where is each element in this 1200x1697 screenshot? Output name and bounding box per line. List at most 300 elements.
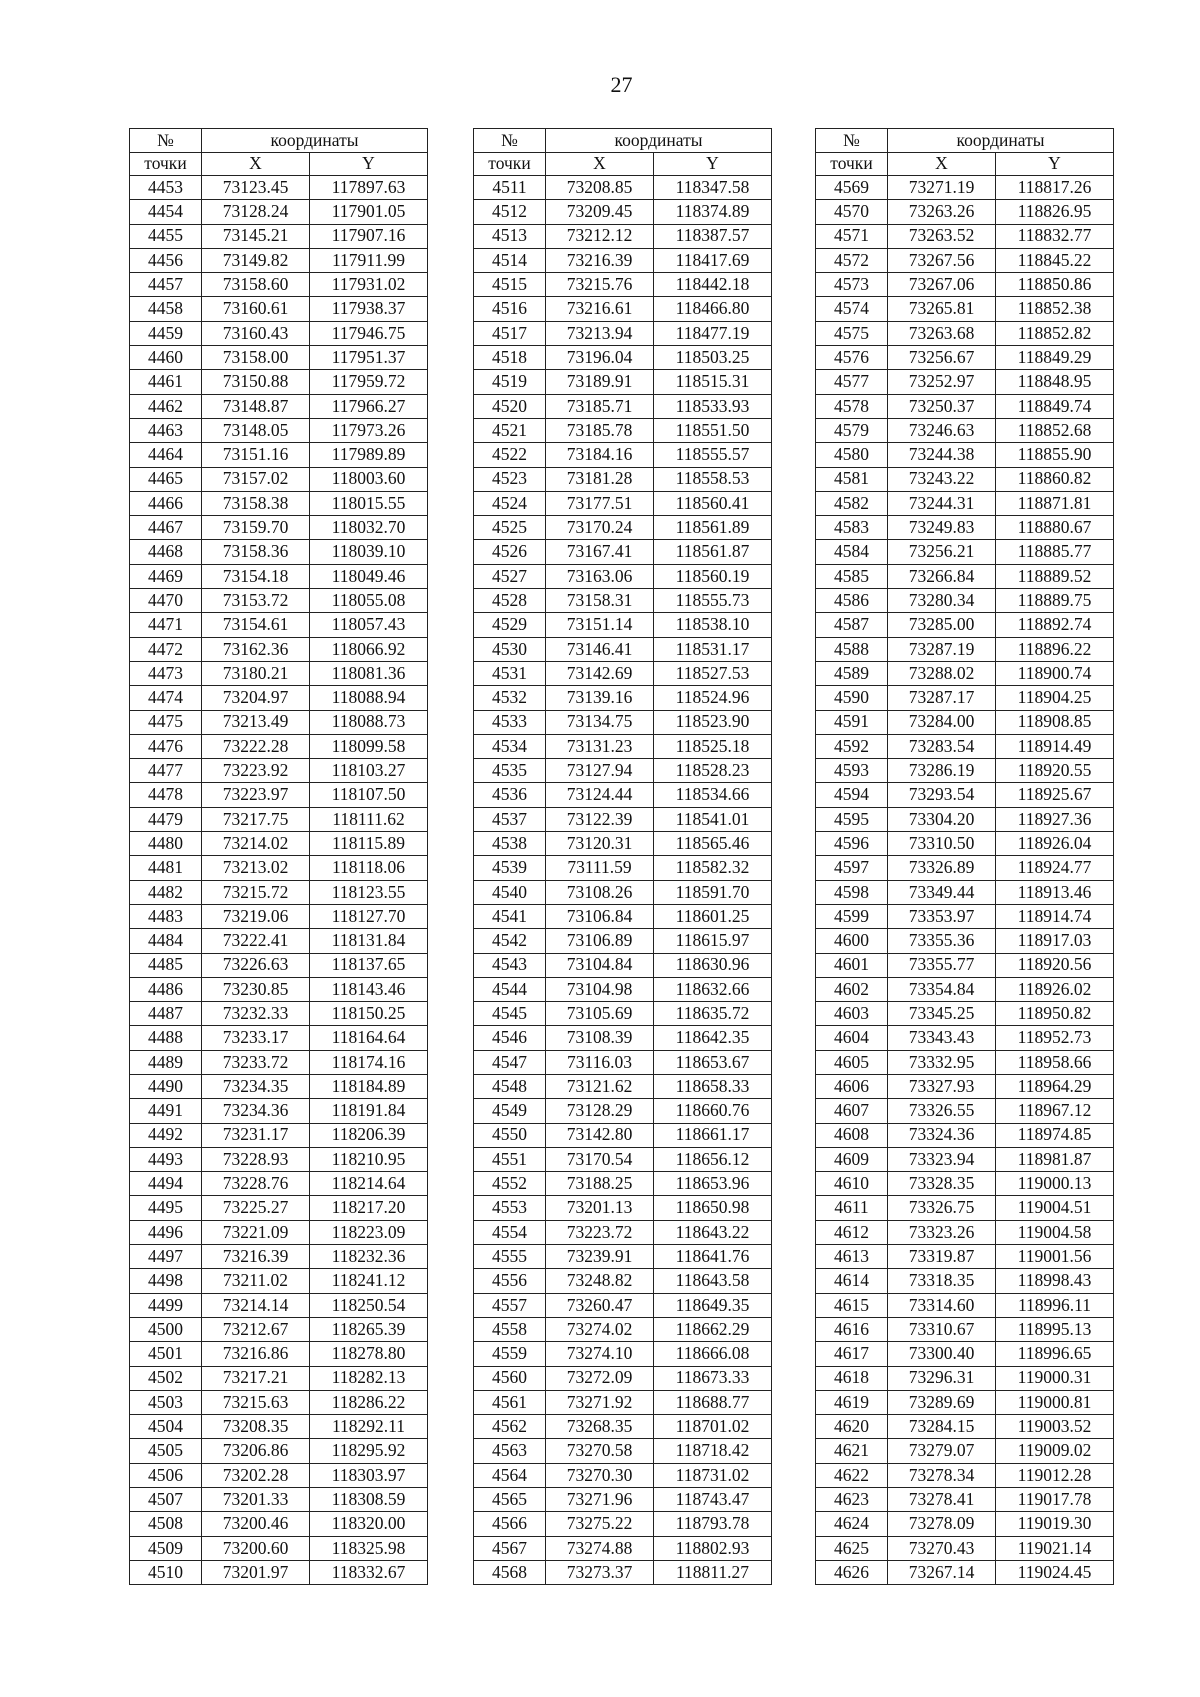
table-row: [816, 224, 1114, 248]
point-number-cell: 4506: [130, 1463, 202, 1487]
x-coordinate-cell: 73328.35: [888, 1172, 996, 1196]
table-row: [474, 1123, 772, 1147]
header-number-sign: №: [130, 129, 202, 153]
y-coordinate-cell: 118099.58: [310, 734, 428, 758]
table-row: [130, 613, 428, 637]
point-number-cell: 4571: [816, 224, 888, 248]
table-row: [816, 710, 1114, 734]
y-coordinate-cell: 119001.56: [996, 1245, 1114, 1269]
x-coordinate-cell: 73163.06: [546, 564, 654, 588]
y-coordinate-cell: 118232.36: [310, 1245, 428, 1269]
y-coordinate-cell: 118849.29: [996, 346, 1114, 370]
table-row: [130, 516, 428, 540]
table-row: [130, 248, 428, 272]
table-row: [474, 1026, 772, 1050]
x-coordinate-cell: 73324.36: [888, 1123, 996, 1147]
table-row: [130, 1269, 428, 1293]
x-coordinate-cell: 73151.14: [546, 613, 654, 637]
y-coordinate-cell: 117966.27: [310, 394, 428, 418]
x-coordinate-cell: 73127.94: [546, 759, 654, 783]
point-number-cell: 4484: [130, 929, 202, 953]
x-coordinate-cell: 73167.41: [546, 540, 654, 564]
point-number-cell: 4455: [130, 224, 202, 248]
point-number-cell: 4626: [816, 1560, 888, 1584]
point-number-cell: 4523: [474, 467, 546, 491]
point-number-cell: 4525: [474, 516, 546, 540]
table-row: [474, 273, 772, 297]
table-row: [130, 1512, 428, 1536]
x-coordinate-cell: 73170.24: [546, 516, 654, 540]
table-row: [816, 418, 1114, 442]
y-coordinate-cell: 118635.72: [654, 1002, 772, 1026]
x-coordinate-cell: 73228.76: [202, 1172, 310, 1196]
y-coordinate-cell: 119019.30: [996, 1512, 1114, 1536]
y-coordinate-cell: 118996.11: [996, 1293, 1114, 1317]
point-number-cell: 4520: [474, 394, 546, 418]
point-number-cell: 4558: [474, 1317, 546, 1341]
point-number-cell: 4459: [130, 321, 202, 345]
table-row: [816, 1390, 1114, 1414]
x-coordinate-cell: 73153.72: [202, 589, 310, 613]
table-row: [130, 734, 428, 758]
header-point: точки: [816, 152, 888, 176]
table-row: [816, 856, 1114, 880]
x-coordinate-cell: 73158.60: [202, 273, 310, 297]
x-coordinate-cell: 73263.26: [888, 200, 996, 224]
point-number-cell: 4496: [130, 1220, 202, 1244]
y-coordinate-cell: 118917.03: [996, 929, 1114, 953]
x-coordinate-cell: 73106.84: [546, 904, 654, 928]
table-row: [474, 1099, 772, 1123]
point-number-cell: 4512: [474, 200, 546, 224]
x-coordinate-cell: 73146.41: [546, 637, 654, 661]
point-number-cell: 4575: [816, 321, 888, 345]
table-row: [474, 1390, 772, 1414]
table-row: [816, 1026, 1114, 1050]
table-row: [816, 564, 1114, 588]
table-row: [130, 346, 428, 370]
y-coordinate-cell: 118565.46: [654, 832, 772, 856]
y-coordinate-cell: 118191.84: [310, 1099, 428, 1123]
table-row: [816, 1002, 1114, 1026]
y-coordinate-cell: 118123.55: [310, 880, 428, 904]
x-coordinate-cell: 73271.19: [888, 176, 996, 200]
table-row: [816, 953, 1114, 977]
y-coordinate-cell: 117897.63: [310, 176, 428, 200]
point-number-cell: 4625: [816, 1536, 888, 1560]
table-row: [130, 1050, 428, 1074]
x-coordinate-cell: 73185.71: [546, 394, 654, 418]
x-coordinate-cell: 73231.17: [202, 1123, 310, 1147]
y-coordinate-cell: 118661.17: [654, 1123, 772, 1147]
point-number-cell: 4548: [474, 1074, 546, 1098]
x-coordinate-cell: 73204.97: [202, 686, 310, 710]
table-row: [474, 297, 772, 321]
table-row: [130, 1439, 428, 1463]
x-coordinate-cell: 73293.54: [888, 783, 996, 807]
x-coordinate-cell: 73104.84: [546, 953, 654, 977]
x-coordinate-cell: 73215.72: [202, 880, 310, 904]
x-coordinate-cell: 73278.09: [888, 1512, 996, 1536]
x-coordinate-cell: 73283.54: [888, 734, 996, 758]
table-row: [474, 418, 772, 442]
table-row: [816, 1074, 1114, 1098]
y-coordinate-cell: 117973.26: [310, 418, 428, 442]
x-coordinate-cell: 73214.14: [202, 1293, 310, 1317]
table-row: [816, 661, 1114, 685]
y-coordinate-cell: 118630.96: [654, 953, 772, 977]
point-number-cell: 4601: [816, 953, 888, 977]
y-coordinate-cell: 118889.52: [996, 564, 1114, 588]
point-number-cell: 4598: [816, 880, 888, 904]
x-coordinate-cell: 73233.72: [202, 1050, 310, 1074]
table-row: [130, 783, 428, 807]
point-number-cell: 4587: [816, 613, 888, 637]
x-coordinate-cell: 73323.94: [888, 1147, 996, 1171]
x-coordinate-cell: 73326.89: [888, 856, 996, 880]
y-coordinate-cell: 118466.80: [654, 297, 772, 321]
point-number-cell: 4603: [816, 1002, 888, 1026]
y-coordinate-cell: 118658.33: [654, 1074, 772, 1098]
point-number-cell: 4487: [130, 1002, 202, 1026]
point-number-cell: 4613: [816, 1245, 888, 1269]
point-number-cell: 4453: [130, 176, 202, 200]
point-number-cell: 4535: [474, 759, 546, 783]
y-coordinate-cell: 118914.74: [996, 904, 1114, 928]
header-x: X: [202, 152, 310, 176]
x-coordinate-cell: 73246.63: [888, 418, 996, 442]
table-row: [474, 929, 772, 953]
point-number-cell: 4602: [816, 977, 888, 1001]
point-number-cell: 4495: [130, 1196, 202, 1220]
table-row: [130, 321, 428, 345]
table-row: [130, 686, 428, 710]
y-coordinate-cell: 118643.22: [654, 1220, 772, 1244]
point-number-cell: 4473: [130, 661, 202, 685]
y-coordinate-cell: 118981.87: [996, 1147, 1114, 1171]
y-coordinate-cell: 118998.43: [996, 1269, 1114, 1293]
point-number-cell: 4536: [474, 783, 546, 807]
y-coordinate-cell: 118032.70: [310, 516, 428, 540]
table-row: [474, 540, 772, 564]
x-coordinate-cell: 73345.25: [888, 1002, 996, 1026]
point-number-cell: 4588: [816, 637, 888, 661]
point-number-cell: 4528: [474, 589, 546, 613]
table-row: [474, 467, 772, 491]
y-coordinate-cell: 118131.84: [310, 929, 428, 953]
table-row: [474, 1002, 772, 1026]
point-number-cell: 4489: [130, 1050, 202, 1074]
point-number-cell: 4469: [130, 564, 202, 588]
table-row: [816, 540, 1114, 564]
coordinates-table-3: [815, 128, 1114, 1585]
table-row: [130, 200, 428, 224]
y-coordinate-cell: 118528.23: [654, 759, 772, 783]
table-row: [130, 856, 428, 880]
y-coordinate-cell: 118832.77: [996, 224, 1114, 248]
table-row: [130, 807, 428, 831]
x-coordinate-cell: 73216.61: [546, 297, 654, 321]
point-number-cell: 4609: [816, 1147, 888, 1171]
table-row: [130, 759, 428, 783]
point-number-cell: 4574: [816, 297, 888, 321]
point-number-cell: 4577: [816, 370, 888, 394]
table-row: [816, 880, 1114, 904]
point-number-cell: 4526: [474, 540, 546, 564]
point-number-cell: 4563: [474, 1439, 546, 1463]
point-number-cell: 4514: [474, 248, 546, 272]
y-coordinate-cell: 119004.51: [996, 1196, 1114, 1220]
x-coordinate-cell: 73188.25: [546, 1172, 654, 1196]
x-coordinate-cell: 73285.00: [888, 613, 996, 637]
y-coordinate-cell: 118920.55: [996, 759, 1114, 783]
header-x: X: [546, 152, 654, 176]
point-number-cell: 4573: [816, 273, 888, 297]
point-number-cell: 4500: [130, 1317, 202, 1341]
y-coordinate-cell: 118889.75: [996, 589, 1114, 613]
point-number-cell: 4454: [130, 200, 202, 224]
x-coordinate-cell: 73120.31: [546, 832, 654, 856]
y-coordinate-cell: 118925.67: [996, 783, 1114, 807]
x-coordinate-cell: 73249.83: [888, 516, 996, 540]
point-number-cell: 4608: [816, 1123, 888, 1147]
x-coordinate-cell: 73148.87: [202, 394, 310, 418]
point-number-cell: 4552: [474, 1172, 546, 1196]
point-number-cell: 4509: [130, 1536, 202, 1560]
y-coordinate-cell: 118632.66: [654, 977, 772, 1001]
x-coordinate-cell: 73270.30: [546, 1463, 654, 1487]
table-row: [130, 273, 428, 297]
x-coordinate-cell: 73288.02: [888, 661, 996, 685]
table-row: [474, 1196, 772, 1220]
x-coordinate-cell: 73256.21: [888, 540, 996, 564]
table-row: [130, 224, 428, 248]
table-body: [130, 176, 428, 1585]
table-row: [474, 1269, 772, 1293]
coordinates-table-1: [129, 128, 428, 1585]
header-coordinates: координаты: [888, 129, 1114, 153]
point-number-cell: 4485: [130, 953, 202, 977]
y-coordinate-cell: 118967.12: [996, 1099, 1114, 1123]
x-coordinate-cell: 73201.33: [202, 1488, 310, 1512]
y-coordinate-cell: 118802.93: [654, 1536, 772, 1560]
header-coordinates: координаты: [546, 129, 772, 153]
x-coordinate-cell: 73149.82: [202, 248, 310, 272]
table-row: [130, 589, 428, 613]
y-coordinate-cell: 119004.58: [996, 1220, 1114, 1244]
x-coordinate-cell: 73268.35: [546, 1415, 654, 1439]
x-coordinate-cell: 73206.86: [202, 1439, 310, 1463]
point-number-cell: 4467: [130, 516, 202, 540]
x-coordinate-cell: 73273.37: [546, 1560, 654, 1584]
point-number-cell: 4591: [816, 710, 888, 734]
x-coordinate-cell: 73215.63: [202, 1390, 310, 1414]
table-row: [474, 661, 772, 685]
y-coordinate-cell: 118852.82: [996, 321, 1114, 345]
point-number-cell: 4468: [130, 540, 202, 564]
table-row: [130, 1342, 428, 1366]
point-number-cell: 4502: [130, 1366, 202, 1390]
x-coordinate-cell: 73274.10: [546, 1342, 654, 1366]
x-coordinate-cell: 73104.98: [546, 977, 654, 1001]
x-coordinate-cell: 73265.81: [888, 297, 996, 321]
point-number-cell: 4542: [474, 929, 546, 953]
x-coordinate-cell: 73212.67: [202, 1317, 310, 1341]
table-row: [474, 394, 772, 418]
table-row: [816, 637, 1114, 661]
table-row: [816, 1293, 1114, 1317]
x-coordinate-cell: 73158.38: [202, 491, 310, 515]
table-row: [130, 1002, 428, 1026]
y-coordinate-cell: 118900.74: [996, 661, 1114, 685]
point-number-cell: 4612: [816, 1220, 888, 1244]
x-coordinate-cell: 73318.35: [888, 1269, 996, 1293]
x-coordinate-cell: 73217.21: [202, 1366, 310, 1390]
point-number-cell: 4505: [130, 1439, 202, 1463]
y-coordinate-cell: 118278.80: [310, 1342, 428, 1366]
x-coordinate-cell: 73355.36: [888, 929, 996, 953]
x-coordinate-cell: 73145.21: [202, 224, 310, 248]
point-number-cell: 4507: [130, 1488, 202, 1512]
table-row: [474, 321, 772, 345]
x-coordinate-cell: 73234.36: [202, 1099, 310, 1123]
table-row: [130, 1390, 428, 1414]
table-row: [130, 1220, 428, 1244]
table-row: [130, 1560, 428, 1584]
point-number-cell: 4578: [816, 394, 888, 418]
y-coordinate-cell: 118332.67: [310, 1560, 428, 1584]
table-row: [474, 224, 772, 248]
x-coordinate-cell: 73244.31: [888, 491, 996, 515]
y-coordinate-cell: 118214.64: [310, 1172, 428, 1196]
x-coordinate-cell: 73202.28: [202, 1463, 310, 1487]
point-number-cell: 4538: [474, 832, 546, 856]
point-number-cell: 4541: [474, 904, 546, 928]
x-coordinate-cell: 73209.45: [546, 200, 654, 224]
point-number-cell: 4524: [474, 491, 546, 515]
table-row: [474, 953, 772, 977]
y-coordinate-cell: 118295.92: [310, 1439, 428, 1463]
y-coordinate-cell: 118927.36: [996, 807, 1114, 831]
point-number-cell: 4530: [474, 637, 546, 661]
y-coordinate-cell: 118015.55: [310, 491, 428, 515]
table-row: [816, 273, 1114, 297]
point-number-cell: 4543: [474, 953, 546, 977]
y-coordinate-cell: 118817.26: [996, 176, 1114, 200]
table-row: [816, 832, 1114, 856]
x-coordinate-cell: 73200.46: [202, 1512, 310, 1536]
y-coordinate-cell: 118649.35: [654, 1293, 772, 1317]
x-coordinate-cell: 73128.29: [546, 1099, 654, 1123]
x-coordinate-cell: 73272.09: [546, 1366, 654, 1390]
table-row: [130, 953, 428, 977]
point-number-cell: 4568: [474, 1560, 546, 1584]
x-coordinate-cell: 73154.18: [202, 564, 310, 588]
table-row: [474, 856, 772, 880]
y-coordinate-cell: 117946.75: [310, 321, 428, 345]
point-number-cell: 4554: [474, 1220, 546, 1244]
point-number-cell: 4622: [816, 1463, 888, 1487]
y-coordinate-cell: 118347.58: [654, 176, 772, 200]
x-coordinate-cell: 73271.92: [546, 1390, 654, 1414]
y-coordinate-cell: 118642.35: [654, 1026, 772, 1050]
x-coordinate-cell: 73323.26: [888, 1220, 996, 1244]
y-coordinate-cell: 118996.65: [996, 1342, 1114, 1366]
x-coordinate-cell: 73158.31: [546, 589, 654, 613]
point-number-cell: 4589: [816, 661, 888, 685]
point-number-cell: 4522: [474, 443, 546, 467]
table-row: [130, 467, 428, 491]
y-coordinate-cell: 118964.29: [996, 1074, 1114, 1098]
x-coordinate-cell: 73121.62: [546, 1074, 654, 1098]
y-coordinate-cell: 118601.25: [654, 904, 772, 928]
x-coordinate-cell: 73159.70: [202, 516, 310, 540]
y-coordinate-cell: 118525.18: [654, 734, 772, 758]
y-coordinate-cell: 118118.06: [310, 856, 428, 880]
table-row: [816, 1366, 1114, 1390]
point-number-cell: 4537: [474, 807, 546, 831]
x-coordinate-cell: 73214.02: [202, 832, 310, 856]
y-coordinate-cell: 118855.90: [996, 443, 1114, 467]
point-number-cell: 4518: [474, 346, 546, 370]
table-row: [474, 1050, 772, 1074]
point-number-cell: 4545: [474, 1002, 546, 1026]
point-number-cell: 4517: [474, 321, 546, 345]
x-coordinate-cell: 73212.12: [546, 224, 654, 248]
table-row: [130, 1536, 428, 1560]
x-coordinate-cell: 73208.85: [546, 176, 654, 200]
x-coordinate-cell: 73105.69: [546, 1002, 654, 1026]
y-coordinate-cell: 117989.89: [310, 443, 428, 467]
y-coordinate-cell: 118538.10: [654, 613, 772, 637]
table-row: [130, 1196, 428, 1220]
table-row: [474, 589, 772, 613]
x-coordinate-cell: 73128.24: [202, 200, 310, 224]
point-number-cell: 4529: [474, 613, 546, 637]
point-number-cell: 4463: [130, 418, 202, 442]
x-coordinate-cell: 73267.14: [888, 1560, 996, 1584]
x-coordinate-cell: 73289.69: [888, 1390, 996, 1414]
point-number-cell: 4504: [130, 1415, 202, 1439]
point-number-cell: 4540: [474, 880, 546, 904]
x-coordinate-cell: 73124.44: [546, 783, 654, 807]
table-row: [130, 1488, 428, 1512]
table-row: [474, 904, 772, 928]
x-coordinate-cell: 73131.23: [546, 734, 654, 758]
x-coordinate-cell: 73142.69: [546, 661, 654, 685]
table-row: [474, 1172, 772, 1196]
x-coordinate-cell: 73263.52: [888, 224, 996, 248]
y-coordinate-cell: 119012.28: [996, 1463, 1114, 1487]
point-number-cell: 4475: [130, 710, 202, 734]
x-coordinate-cell: 73353.97: [888, 904, 996, 928]
table-row: [816, 734, 1114, 758]
table-row: [130, 880, 428, 904]
point-number-cell: 4519: [474, 370, 546, 394]
point-number-cell: 4521: [474, 418, 546, 442]
point-number-cell: 4590: [816, 686, 888, 710]
y-coordinate-cell: 118892.74: [996, 613, 1114, 637]
y-coordinate-cell: 118653.67: [654, 1050, 772, 1074]
table-row: [816, 1560, 1114, 1584]
table-row: [130, 1317, 428, 1341]
header-y: Y: [996, 152, 1114, 176]
table-row: [816, 1147, 1114, 1171]
x-coordinate-cell: 73260.47: [546, 1293, 654, 1317]
x-coordinate-cell: 73296.31: [888, 1366, 996, 1390]
point-number-cell: 4564: [474, 1463, 546, 1487]
y-coordinate-cell: 118860.82: [996, 467, 1114, 491]
